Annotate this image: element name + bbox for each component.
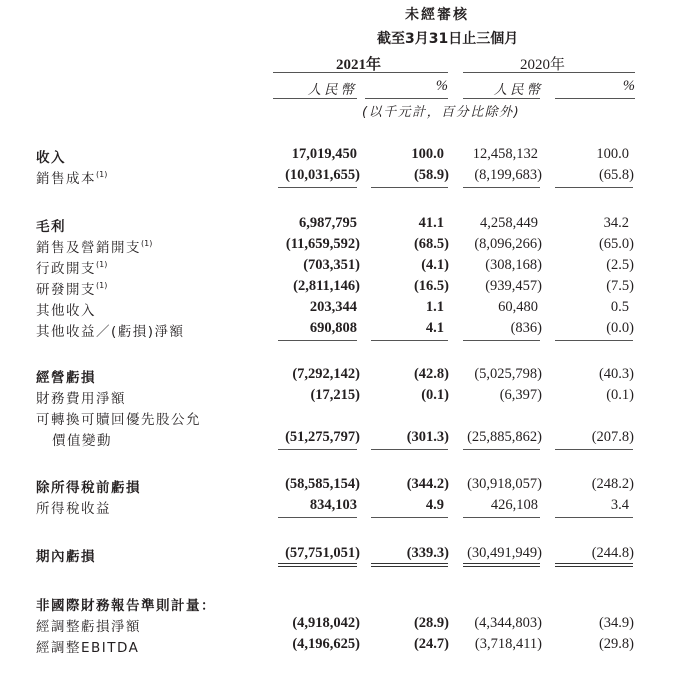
cell-fair-value-2021-rmb: (51,275,797): [285, 429, 360, 445]
cell-adjusted-net-loss-2020-rmb: (4,344,803): [474, 615, 542, 631]
cell-admin-expenses-2021-rmb: (703,351): [303, 257, 360, 273]
subtotal-rule: [463, 340, 540, 341]
total-double-rule: [463, 563, 540, 567]
subtotal-rule: [278, 187, 357, 188]
row-label-other-income: 其他收入: [36, 303, 96, 319]
cell-loss-for-period-2021-pct: (339.3): [406, 545, 449, 561]
cell-adjusted-net-loss-2021-pct: (28.9): [413, 615, 449, 631]
cell-rnd-expenses-2020-rmb: (939,457): [485, 278, 542, 294]
cell-rnd-expenses-2020-pct: (7.5): [606, 278, 634, 294]
statement-title: 未經審核: [405, 7, 469, 23]
cell-operating-loss-2021-rmb: (7,292,142): [292, 366, 360, 382]
cell-selling-marketing-2021-rmb: (11,659,592): [285, 236, 360, 252]
cell-other-income-2020-pct: 0.5: [610, 299, 629, 315]
cell-fair-value-2020-pct: (207.8): [591, 429, 634, 445]
row-label-revenue: 收入: [36, 150, 66, 166]
subtotal-rule: [371, 449, 448, 450]
cell-revenue-2021-rmb: 17,019,450: [291, 146, 357, 162]
non-ifrs-heading: 非國際財務報告準則計量：: [36, 598, 216, 614]
row-label-operating-loss: 經營虧損: [36, 370, 96, 386]
total-double-rule: [371, 563, 448, 567]
year-2020-rule: [463, 72, 635, 73]
row-label-fair-value-change-line2: 價值變動: [52, 433, 112, 449]
row-label-admin-expenses: 行政開支$^{(1)}$: [36, 260, 108, 277]
cell-loss-before-tax-2021-pct: (344.2): [406, 476, 449, 492]
cell-gross-profit-2020-pct: 34.2: [603, 215, 629, 231]
row-label-adjusted-ebitda: 經調整EBITDA: [36, 640, 140, 656]
row-label-loss-before-tax: 除所得稅前虧損: [36, 480, 141, 496]
header-rule: [555, 98, 635, 99]
cell-operating-loss-2020-pct: (40.3): [598, 366, 634, 382]
cell-gross-profit-2021-rmb: 6,987,795: [299, 215, 357, 231]
cell-other-income-2021-rmb: 203,344: [309, 299, 357, 315]
cell-adjusted-ebitda-2020-rmb: (3,718,411): [474, 636, 542, 652]
cell-other-gains-2021-pct: 4.1: [425, 320, 444, 336]
col-header-pct-2021: %: [435, 78, 448, 94]
cell-gross-profit-2020-rmb: 4,258,449: [480, 215, 538, 231]
cell-other-income-2021-pct: 1.1: [425, 299, 444, 315]
cell-rnd-expenses-2021-pct: (16.5): [413, 278, 449, 294]
cell-cost-of-sales-2020-rmb: (8,199,683): [474, 167, 542, 183]
subtotal-rule: [555, 449, 633, 450]
cell-loss-before-tax-2020-rmb: (30,918,057): [467, 476, 542, 492]
cell-cost-of-sales-2021-rmb: (10,031,655): [285, 167, 360, 183]
subtotal-rule: [555, 340, 633, 341]
cell-income-tax-2021-rmb: 834,103: [309, 497, 357, 513]
cell-loss-for-period-2020-pct: (244.8): [591, 545, 634, 561]
cell-loss-before-tax-2021-rmb: (58,585,154): [285, 476, 360, 492]
row-label-fair-value-change: 可轉換可贖回優先股公允: [36, 412, 201, 428]
cell-selling-marketing-2020-pct: (65.0): [598, 236, 634, 252]
col-header-rmb-2020: 人民幣: [493, 82, 543, 98]
cell-selling-marketing-2021-pct: (68.5): [413, 236, 449, 252]
cell-adjusted-net-loss-2021-rmb: (4,918,042): [292, 615, 360, 631]
row-label-cost-of-sales: 銷售成本$^{(1)}$: [36, 170, 108, 187]
row-label-rnd-expenses: 研發開支$^{(1)}$: [36, 281, 108, 298]
cell-finance-costs-2021-pct: (0.1): [421, 387, 449, 403]
cell-selling-marketing-2020-rmb: (8,096,266): [474, 236, 542, 252]
col-header-rmb-2021: 人民幣: [307, 82, 357, 98]
header-rule: [273, 98, 357, 99]
cell-income-tax-2021-pct: 4.9: [425, 497, 444, 513]
cell-other-gains-2020-rmb: (836): [510, 320, 542, 336]
cell-fair-value-2020-rmb: (25,885,862): [467, 429, 542, 445]
cell-revenue-2020-rmb: 12,458,132: [472, 146, 538, 162]
cell-loss-before-tax-2020-pct: (248.2): [591, 476, 634, 492]
cell-admin-expenses-2020-pct: (2.5): [606, 257, 634, 273]
subtotal-rule: [278, 340, 357, 341]
cell-operating-loss-2021-pct: (42.8): [413, 366, 449, 382]
year-2021-label: 2021年: [336, 57, 382, 73]
cell-rnd-expenses-2021-rmb: (2,811,146): [293, 278, 360, 294]
cell-fair-value-2021-pct: (301.3): [406, 429, 449, 445]
cell-cost-of-sales-2020-pct: (65.8): [598, 167, 634, 183]
total-double-rule: [278, 563, 357, 567]
subtotal-rule: [371, 517, 448, 518]
cell-finance-costs-2020-pct: (0.1): [606, 387, 634, 403]
unit-note: (以千元計，百分比除外): [362, 105, 521, 120]
cell-admin-expenses-2021-pct: (4.1): [421, 257, 449, 273]
row-label-adjusted-net-loss: 經調整虧損淨額: [36, 619, 141, 635]
cell-finance-costs-2020-rmb: (6,397): [499, 387, 542, 403]
cell-cost-of-sales-2021-pct: (58.9): [413, 167, 449, 183]
subtotal-rule: [278, 517, 357, 518]
col-header-pct-2020: %: [622, 78, 635, 94]
cell-operating-loss-2020-rmb: (5,025,798): [474, 366, 542, 382]
cell-gross-profit-2021-pct: 41.1: [418, 215, 444, 231]
subtotal-rule: [278, 449, 357, 450]
cell-other-gains-2021-rmb: 690,808: [309, 320, 357, 336]
subtotal-rule: [463, 449, 540, 450]
cell-finance-costs-2021-rmb: (17,215): [310, 387, 360, 403]
row-label-gross-profit: 毛利: [36, 219, 66, 235]
header-rule: [365, 98, 448, 99]
cell-adjusted-ebitda-2021-rmb: (4,196,625): [292, 636, 360, 652]
cell-revenue-2020-pct: 100.0: [596, 146, 629, 162]
subtotal-rule: [463, 187, 540, 188]
cell-other-income-2020-rmb: 60,480: [498, 299, 538, 315]
cell-other-gains-2020-pct: (0.0): [606, 320, 634, 336]
cell-adjusted-ebitda-2021-pct: (24.7): [413, 636, 449, 652]
row-label-other-gains-losses: 其他收益／(虧損)淨額: [36, 324, 185, 340]
cell-revenue-2021-pct: 100.0: [411, 146, 444, 162]
subtotal-rule: [555, 517, 633, 518]
cell-income-tax-2020-rmb: 426,108: [490, 497, 538, 513]
subtotal-rule: [371, 187, 448, 188]
cell-loss-for-period-2021-rmb: (57,751,051): [285, 545, 360, 561]
row-label-loss-for-period: 期內虧損: [36, 549, 96, 565]
cell-adjusted-ebitda-2020-pct: (29.8): [598, 636, 634, 652]
cell-loss-for-period-2020-rmb: (30,491,949): [467, 545, 542, 561]
cell-income-tax-2020-pct: 3.4: [610, 497, 629, 513]
cell-admin-expenses-2020-rmb: (308,168): [485, 257, 542, 273]
subtotal-rule: [555, 187, 633, 188]
header-rule: [463, 98, 540, 99]
row-label-selling-marketing: 銷售及營銷開支$^{(1)}$: [36, 239, 153, 256]
year-2021-rule: [273, 72, 448, 73]
subtotal-rule: [371, 340, 448, 341]
period-label: 截至3月31日止三個月: [377, 31, 519, 47]
row-label-income-tax: 所得稅收益: [36, 501, 111, 517]
cell-adjusted-net-loss-2020-pct: (34.9): [598, 615, 634, 631]
row-label-finance-costs: 財務費用淨額: [36, 391, 126, 407]
subtotal-rule: [463, 517, 540, 518]
total-double-rule: [555, 563, 633, 567]
year-2020-label: 2020年: [520, 57, 566, 73]
